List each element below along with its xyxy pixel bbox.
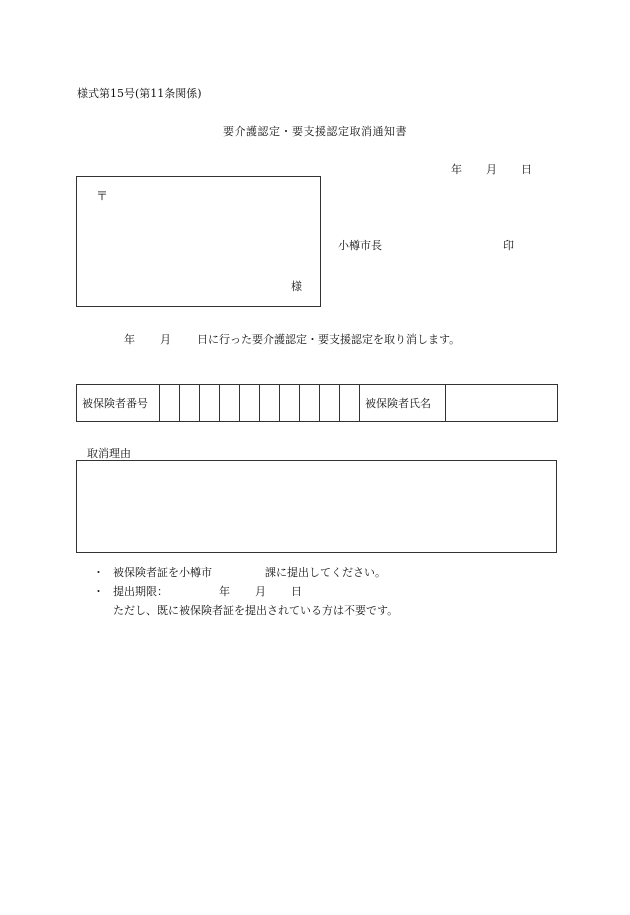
issue-date-month: 月: [486, 163, 497, 176]
note-bullet-1: ・: [93, 566, 104, 579]
insured-info-table: [76, 384, 558, 422]
honorific-sama: 様: [291, 280, 302, 293]
insured-number-digit-5[interactable]: [240, 385, 260, 422]
insured-number-digit-6[interactable]: [260, 385, 280, 422]
insured-number-digit-8[interactable]: [300, 385, 320, 422]
mayor-label: 小樽市長: [338, 239, 382, 252]
insured-number-digit-7[interactable]: [280, 385, 300, 422]
reason-label: 取消理由: [87, 447, 131, 460]
insured-number-digit-9[interactable]: [320, 385, 340, 422]
note-line3: ただし、既に被保険者証を提出されている方は不要です。: [113, 604, 399, 617]
document-title: 要介護認定・要支援認定取消通知書: [223, 125, 407, 138]
note-line1-suffix: 課に提出してください。: [265, 566, 386, 579]
notice-year: 年: [124, 333, 135, 346]
postal-mark: 〒: [96, 189, 109, 203]
notice-sentence: 日に行った要介護認定・要支援認定を取り消します。: [197, 333, 461, 346]
insured-number-label: 被保険者番号: [77, 385, 160, 422]
insured-name-label: 被保険者氏名: [360, 385, 446, 422]
address-box[interactable]: [76, 176, 321, 307]
insured-number-digit-4[interactable]: [220, 385, 240, 422]
seal-label: 印: [503, 239, 514, 252]
issue-date-year: 年: [451, 163, 462, 176]
note-bullet-2: ・: [93, 585, 104, 598]
reason-field[interactable]: [76, 460, 557, 553]
note-deadline-year: 年: [219, 585, 230, 598]
insured-number-digit-2[interactable]: [180, 385, 200, 422]
notice-month: 月: [160, 333, 171, 346]
note-deadline-month: 月: [255, 585, 266, 598]
insured-number-digit-10[interactable]: [340, 385, 360, 422]
note-deadline-day: 日: [291, 585, 302, 598]
note-line1-prefix: 被保険者証を小樽市: [113, 566, 212, 579]
insured-name-field[interactable]: [446, 385, 558, 422]
insured-number-digit-3[interactable]: [200, 385, 220, 422]
note-deadline-label: 提出期限：: [113, 585, 168, 598]
insured-number-digit-1[interactable]: [160, 385, 180, 422]
issue-date-day: 日: [521, 163, 532, 176]
form-number: 様式第15号(第11条関係): [77, 87, 202, 100]
